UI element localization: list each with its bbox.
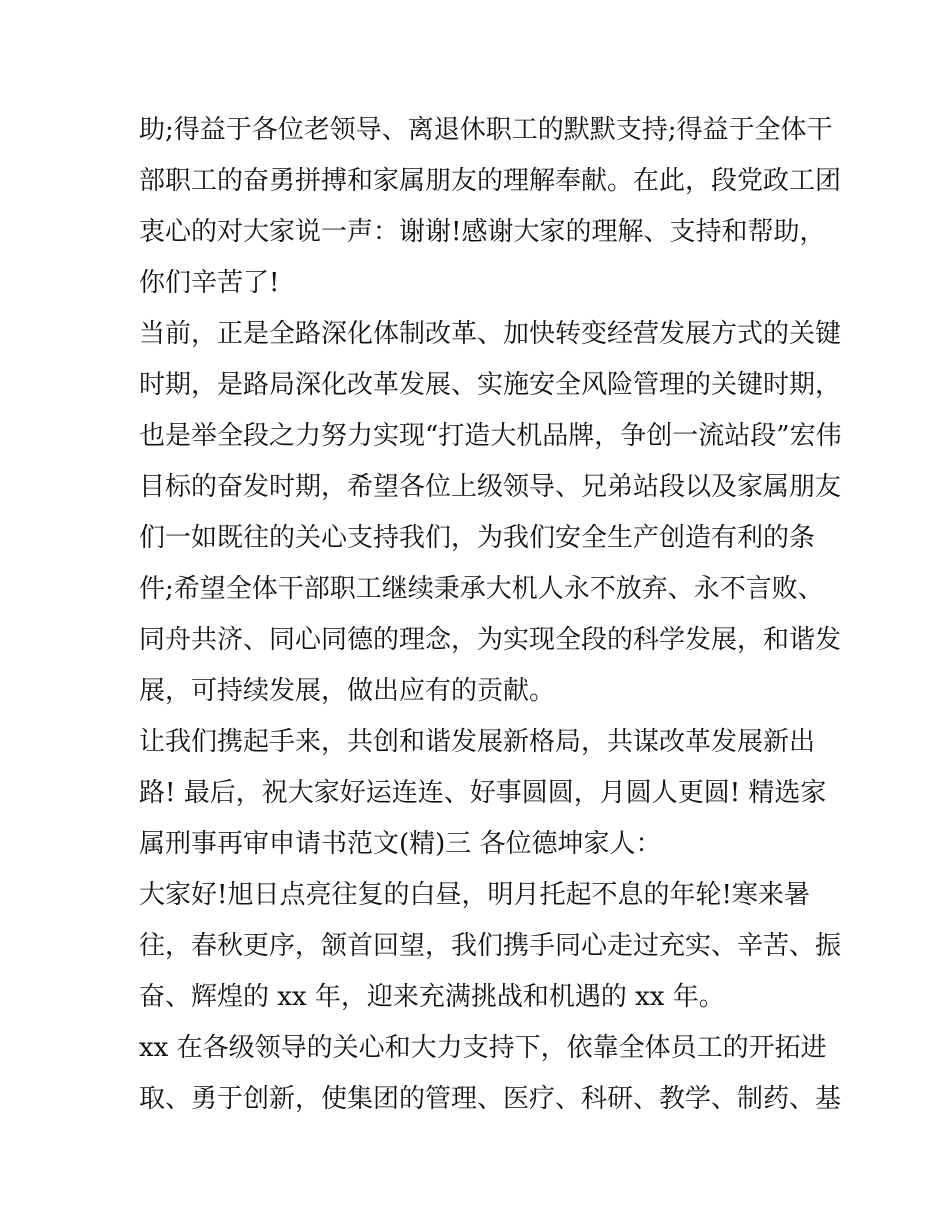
text-line: 奋、辉煌的 xx 年，迎来充满挑战和机遇的 xx 年。 — [139, 982, 725, 1012]
text-line: 大家好!旭日点亮往复的白昼，明月托起不息的年轮!寒来暑 — [139, 880, 810, 910]
text-line: 往，春秋更序，颔首回望，我们携手同心走过充实、辛苦、振 — [139, 931, 842, 961]
text-line: 你们辛苦了! — [139, 268, 280, 298]
text-line: 同舟共济、同心同德的理念，为实现全段的科学发展，和谐发 — [139, 625, 842, 655]
text-line: 展，可持续发展，做出应有的贡献。 — [139, 676, 556, 706]
text-line: 让我们携起手来，共创和谐发展新格局，共谋改革发展新出 — [139, 727, 816, 757]
text-line: 件;希望全体干部职工继续秉承大机人永不放弃、永不言败、 — [139, 574, 824, 604]
text-line: xx 在各级领导的关心和大力支持下，依靠全体员工的开拓进 — [139, 1033, 827, 1063]
text-line: 也是举全段之力努力实现“打造大机品牌，争创一流站段”宏伟 — [139, 421, 842, 451]
text-line: 属刑事再审申请书范文(精)三 各位德坤家人： — [139, 829, 662, 859]
text-line: 们一如既往的关心支持我们，为我们安全生产创造有利的条 — [139, 523, 816, 553]
text-line: 衷心的对大家说一声：谢谢!感谢大家的理解、支持和帮助， — [139, 217, 826, 247]
text-line: 取、勇于创新，使集团的管理、医疗、科研、教学、制药、基 — [139, 1084, 842, 1114]
text-line: 当前，正是全路深化体制改革、加快转变经营发展方式的关键 — [139, 319, 842, 349]
text-line: 部职工的奋勇拼搏和家属朋友的理解奉献。在此，段党政工团 — [139, 166, 842, 196]
document-body — [139, 105, 842, 1125]
text-line: 助;得益于各位老领导、离退休职工的默默支持;得益于全体干 — [139, 115, 833, 145]
text-line: 路! 最后，祝大家好运连连、好事圆圆，月圆人更圆! 精选家 — [139, 778, 827, 808]
text-line: 时期，是路局深化改革发展、实施安全风险管理的关键时期， — [139, 370, 842, 400]
text-line: 目标的奋发时期，希望各位上级领导、兄弟站段以及家属朋友 — [139, 472, 842, 502]
